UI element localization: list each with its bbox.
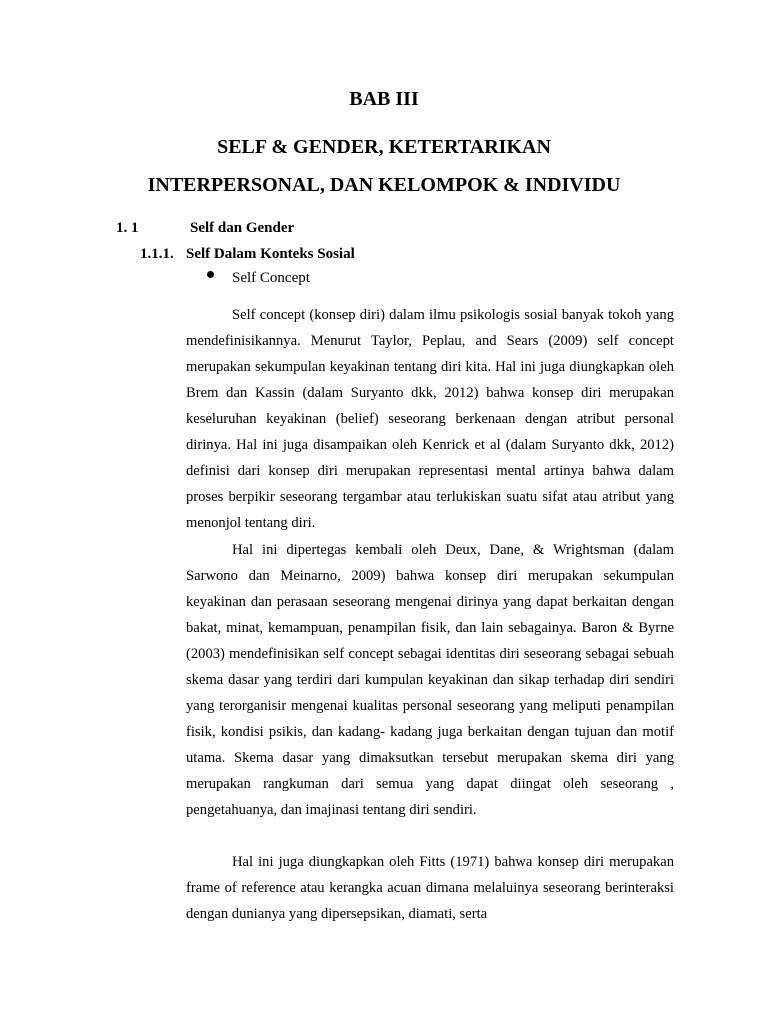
paragraph-3 bbox=[186, 849, 674, 927]
subsection-number: 1.1.1. bbox=[140, 246, 174, 262]
bullet-item-label: Self Concept bbox=[232, 270, 310, 286]
chapter-title-line-1: SELF & GENDER, KETERTARIKAN bbox=[217, 136, 551, 158]
paragraph-3-text: Hal ini juga diungkapkan oleh Fitts (1971) bahwa konsep diri merupakan frame of reference atau kerangka acuan dimana melaluinya seseorang berinteraksi dengan dunianya yang dipersepsikan, diamati, serta bbox=[186, 854, 674, 922]
paragraph-1 bbox=[186, 302, 674, 536]
chapter-title-line-2: INTERPERSONAL, DAN KELOMPOK & INDIVIDU bbox=[147, 174, 621, 196]
subsection-title: Self Dalam Konteks Sosial bbox=[186, 246, 355, 262]
bullet-dot-icon bbox=[207, 271, 214, 278]
chapter-label: BAB III bbox=[349, 88, 419, 110]
section-number: 1. 1 bbox=[116, 220, 139, 236]
paragraph-2 bbox=[186, 537, 674, 823]
paragraph-1-text: Self concept (konsep diri) dalam ilmu psikologis sosial banyak tokoh yang mendefinisikannya. Menurut Taylor, Peplau, and Sears (2009) self concept merupakan sekumpulan keyakinan tentang diri kita. Hal ini juga diungkapkan oleh Brem dan Kassin (dalam Suryanto dkk, 2012) bahwa konsep diri merupakan keseluruhan keyakinan (belief) seseorang berkenaan dengan atribut personal dirinya. Hal ini juga disampaikan oleh Kenrick et al (dalam Suryanto dkk, 2012) definisi dari konsep diri merupakan representasi mental artinya bahwa dalam proses berpikir seseorang tergambar atau terlukiskan suatu sifat atau atribut yang menonjol tentang diri. bbox=[186, 307, 674, 531]
section-title: Self dan Gender bbox=[190, 220, 295, 236]
paragraph-2-text: Hal ini dipertegas kembali oleh Deux, Dane, & Wrightsman (dalam Sarwono dan Meinarno, 2009) bahwa konsep diri merupakan sekumpulan keyakinan dan perasaan seseorang mengenai dirinya yang dapat berkaitan dengan bakat, minat, kemampuan, penampilan fisik, dan lain sebagainya. Baron & Byrne (2003) mendefinisikan self concept sebagai identitas diri seseorang sebagai sebuah skema dasar yang terdiri dari kumpulan keyakinan dan sikap terhadap diri sendiri yang terorganisir mengenai kualitas personal seseorang yang meliputi penampilan fisik, kondisi psikis, dan kadang- kadang juga berkaitan dengan tujuan dan motif utama. Skema dasar yang dimaksutkan tersebut merupakan skema diri yang merupakan rangkuman dari semua yang dapat diingat oleh seseorang , pengetahuanya, dan imajinasi tentang diri sendiri. bbox=[186, 542, 674, 818]
